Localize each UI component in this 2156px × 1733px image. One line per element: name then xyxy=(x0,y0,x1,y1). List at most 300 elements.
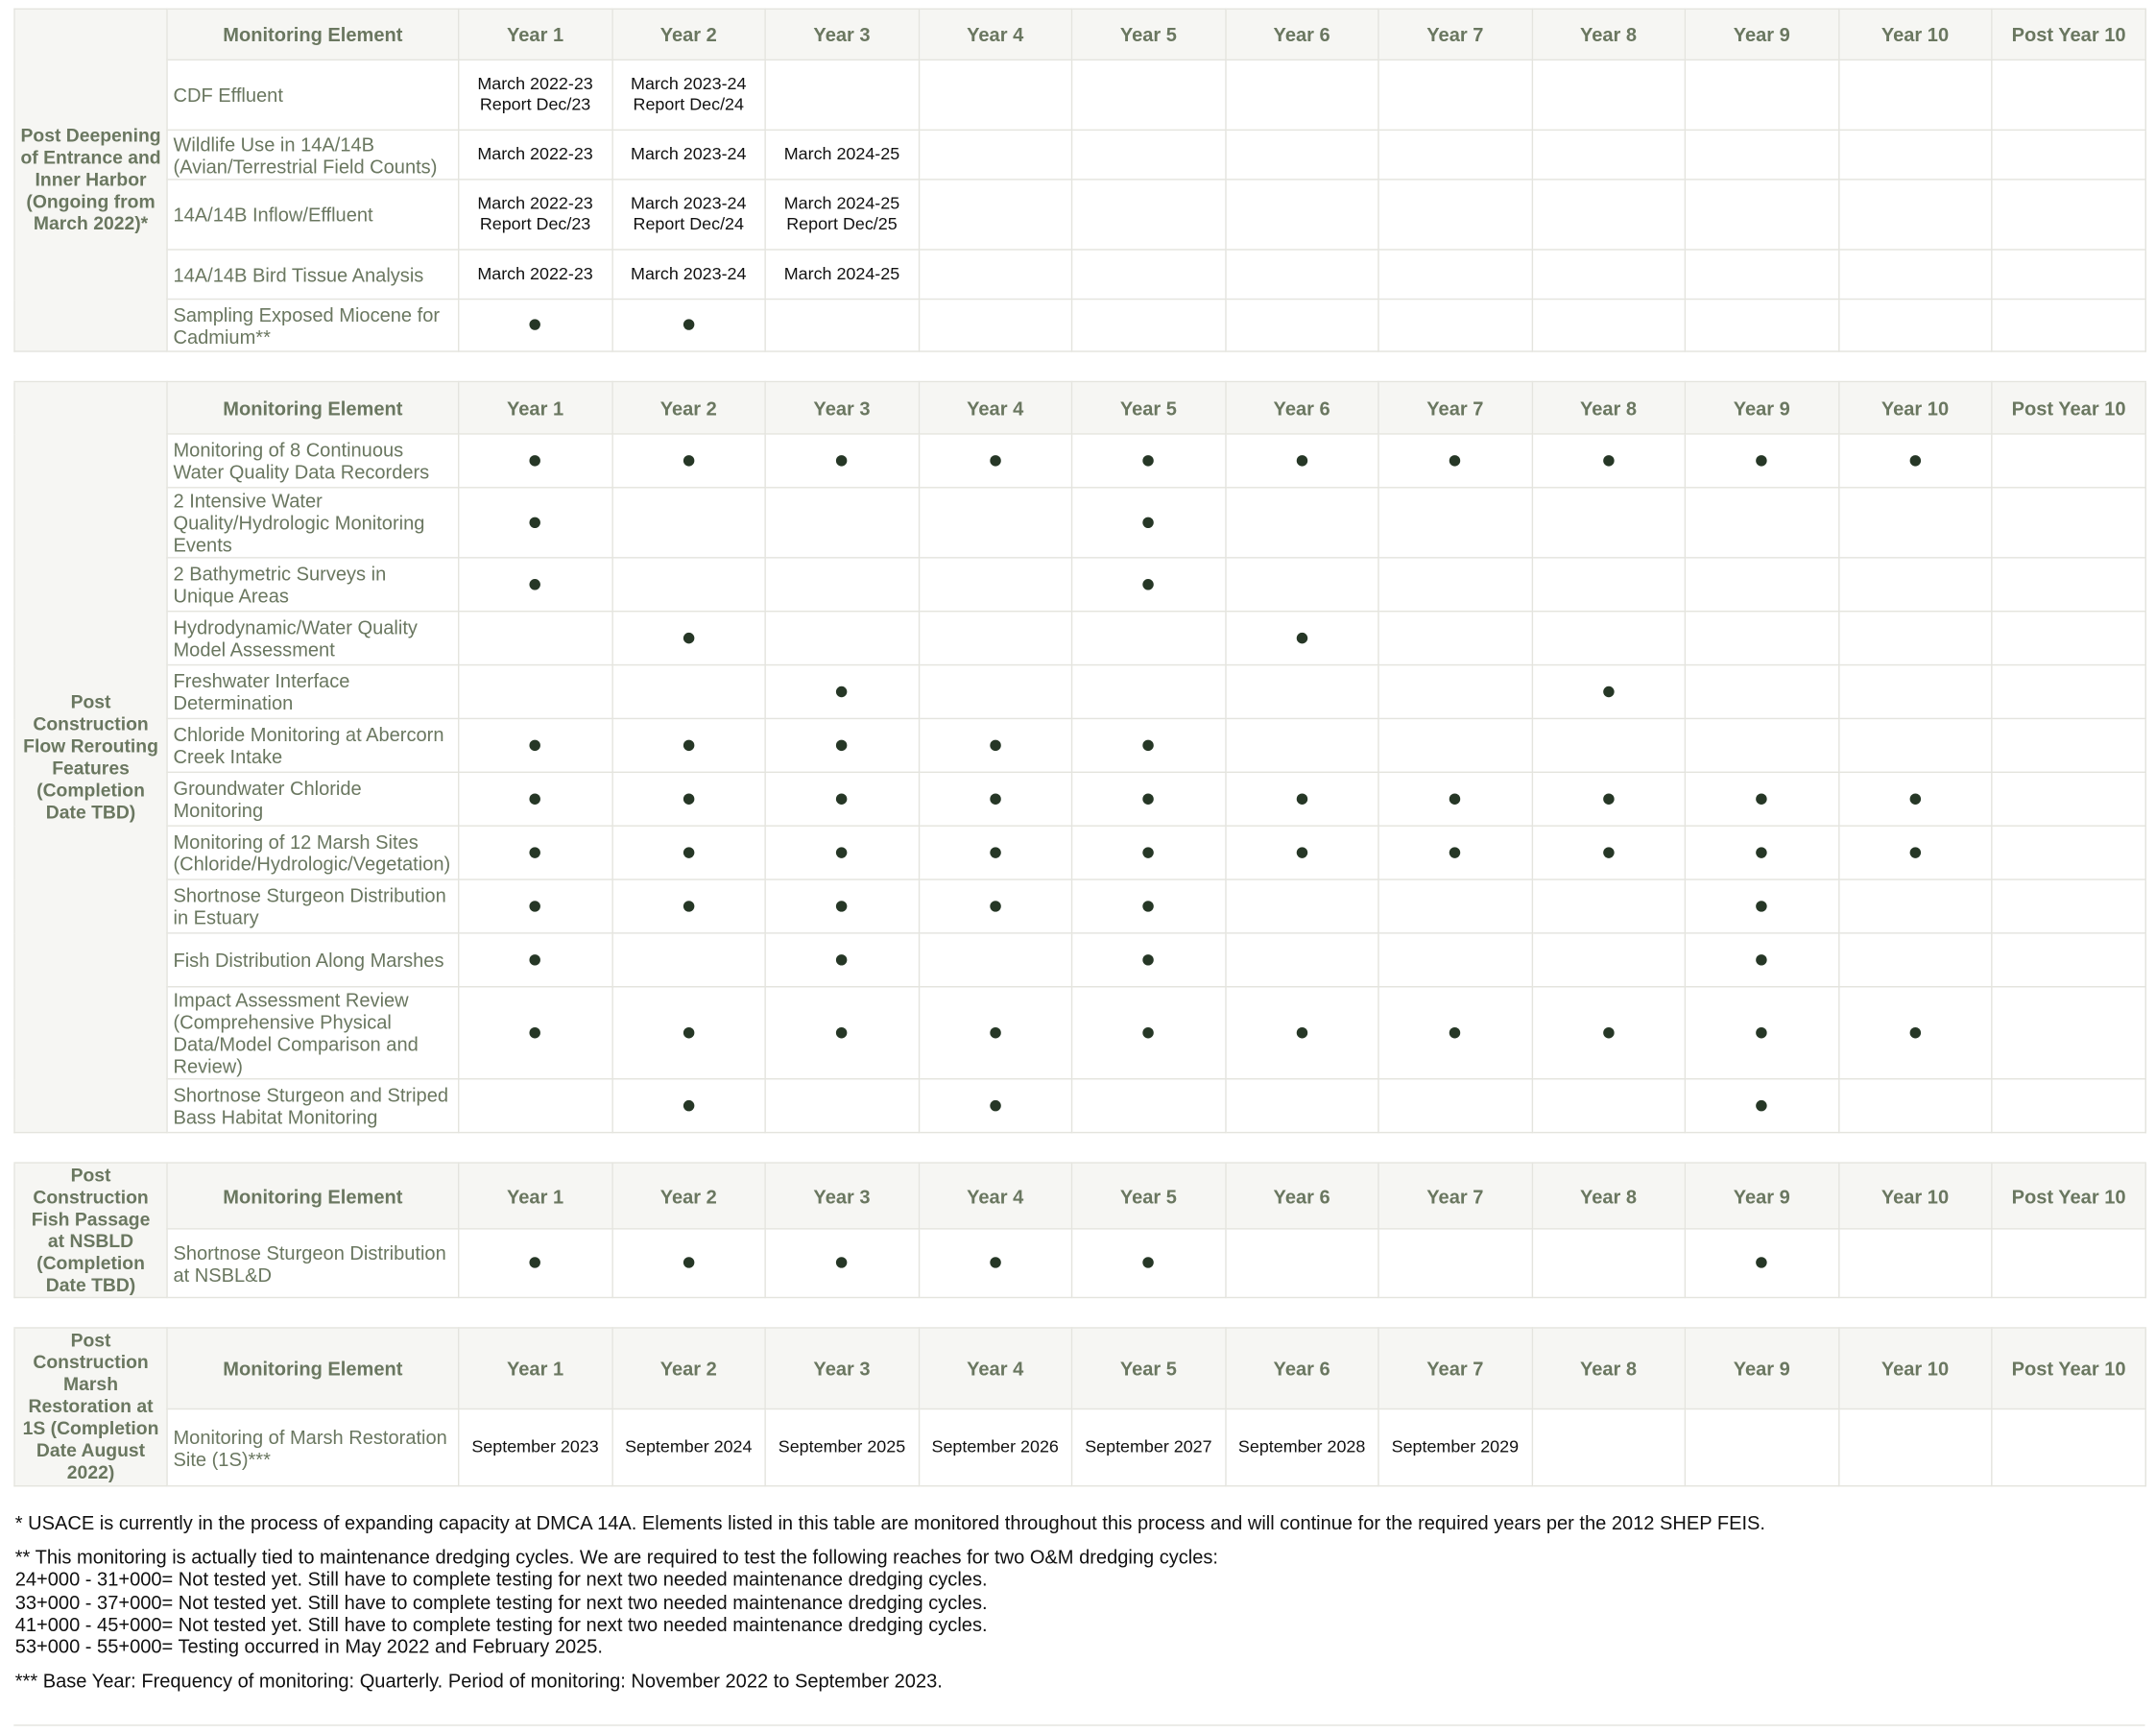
spacer-cell xyxy=(14,351,2145,382)
scheduled-dot-icon xyxy=(1143,793,1154,804)
schedule-cell xyxy=(1838,933,1992,987)
scheduled-dot-icon xyxy=(683,847,694,857)
scheduled-dot-icon xyxy=(1757,953,1767,964)
schedule-cell xyxy=(765,612,919,665)
section-spacer xyxy=(14,351,2145,382)
scheduled-dot-icon xyxy=(1143,847,1154,857)
scheduled-dot-icon xyxy=(836,847,847,857)
footnote-gap xyxy=(15,1657,2146,1670)
column-header-monitoring-element: Monitoring Element xyxy=(167,9,459,60)
column-header-year: Year 7 xyxy=(1378,1163,1532,1229)
schedule-cell xyxy=(1072,130,1226,180)
spacer-cell xyxy=(14,1133,2145,1164)
scheduled-dot-icon xyxy=(990,1257,1000,1267)
scheduled-dot-icon xyxy=(683,1026,694,1037)
schedule-cell xyxy=(765,1408,919,1485)
schedule-cell-text: March 2022-23 xyxy=(477,144,593,164)
schedule-cell-text: Report Dec/24 xyxy=(633,214,744,234)
schedule-cell xyxy=(611,250,765,300)
table-row xyxy=(14,1229,2145,1298)
schedule-cell xyxy=(459,772,612,826)
section-header-row xyxy=(14,381,2145,433)
schedule-cell xyxy=(1532,987,1686,1079)
scheduled-dot-icon xyxy=(836,953,847,964)
schedule-cell xyxy=(1378,488,1532,558)
column-header-year: Year 3 xyxy=(765,1328,919,1409)
schedule-cell xyxy=(1225,300,1378,351)
schedule-cell xyxy=(1378,612,1532,665)
schedule-cell xyxy=(765,60,919,130)
schedule-cell-text: September 2027 xyxy=(1085,1436,1212,1456)
schedule-cell xyxy=(1072,60,1226,130)
schedule-cell xyxy=(611,933,765,987)
schedule-cell xyxy=(611,558,765,612)
schedule-cell xyxy=(1992,180,2145,250)
table-row xyxy=(14,933,2145,987)
table-row xyxy=(14,612,2145,665)
schedule-cell-text: March 2023-24 xyxy=(631,144,747,164)
column-header-year: Year 4 xyxy=(919,9,1072,60)
column-header-year: Year 10 xyxy=(1838,1328,1992,1409)
section-header-row xyxy=(14,1328,2145,1409)
column-header-year: Year 5 xyxy=(1072,1328,1226,1409)
schedule-cell xyxy=(1838,180,1992,250)
column-header-year: Year 9 xyxy=(1685,1328,1838,1409)
schedule-cell xyxy=(1225,879,1378,933)
schedule-cell-text: March 2023-24 xyxy=(631,74,747,94)
monitoring-element-label: Freshwater Interface Determination xyxy=(167,665,459,719)
schedule-cell xyxy=(919,180,1072,250)
schedule-cell xyxy=(919,300,1072,351)
schedule-cell xyxy=(1685,60,1838,130)
column-header-monitoring-element: Monitoring Element xyxy=(167,1163,459,1229)
schedule-cell xyxy=(1225,130,1378,180)
schedule-cell-text: March 2022-23 xyxy=(477,74,593,94)
schedule-cell xyxy=(611,987,765,1079)
schedule-cell xyxy=(611,826,765,879)
column-header-year: Year 9 xyxy=(1685,9,1838,60)
monitoring-element-label: Shortnose Sturgeon Distribution in Estuary xyxy=(167,879,459,933)
schedule-cell xyxy=(1225,718,1378,772)
monitoring-element-label: Hydrodynamic/Water Quality Model Assessment xyxy=(167,612,459,665)
schedule-cell xyxy=(1532,718,1686,772)
schedule-cell-text: March 2024-25 xyxy=(783,193,900,214)
schedule-cell xyxy=(919,130,1072,180)
table-row xyxy=(14,250,2145,300)
scheduled-dot-icon xyxy=(1143,454,1154,465)
schedule-cell xyxy=(1838,665,1992,719)
scheduled-dot-icon xyxy=(1757,793,1767,804)
schedule-cell xyxy=(1838,879,1992,933)
schedule-cell xyxy=(459,665,612,719)
scheduled-dot-icon xyxy=(1757,901,1767,911)
schedule-cell xyxy=(765,1229,919,1298)
scheduled-dot-icon xyxy=(1603,847,1614,857)
scheduled-dot-icon xyxy=(683,319,694,329)
schedule-cell xyxy=(459,180,612,250)
schedule-cell xyxy=(459,300,612,351)
schedule-cell xyxy=(1225,60,1378,130)
scheduled-dot-icon xyxy=(1757,1099,1767,1110)
column-header-year: Year 8 xyxy=(1532,381,1686,433)
schedule-cell-text: September 2028 xyxy=(1237,1436,1366,1456)
column-header-year: Year 2 xyxy=(611,1328,765,1409)
column-header-year: Year 8 xyxy=(1532,9,1686,60)
schedule-cell xyxy=(1225,434,1378,488)
table-row xyxy=(14,300,2145,351)
table-row xyxy=(14,879,2145,933)
column-header-year: Year 4 xyxy=(919,1328,1072,1409)
scheduled-dot-icon xyxy=(1143,953,1154,964)
schedule-cell xyxy=(765,772,919,826)
schedule-cell xyxy=(1685,1079,1838,1133)
schedule-cell xyxy=(765,665,919,719)
schedule-cell xyxy=(1992,250,2145,300)
monitoring-element-label: Impact Assessment Review (Comprehensive Physical Data/Model Comparison and Review) xyxy=(167,987,459,1079)
scheduled-dot-icon xyxy=(1909,793,1920,804)
scheduled-dot-icon xyxy=(530,847,540,857)
scheduled-dot-icon xyxy=(683,1257,694,1267)
schedule-cell xyxy=(459,130,612,180)
schedule-cell-text: Report Dec/23 xyxy=(479,214,591,234)
schedule-cell xyxy=(1838,60,1992,130)
table-row xyxy=(14,60,2145,130)
spacer-cell xyxy=(14,1297,2145,1328)
schedule-cell xyxy=(1378,130,1532,180)
column-header-year: Year 1 xyxy=(459,381,612,433)
schedule-cell xyxy=(1838,1229,1992,1298)
scheduled-dot-icon xyxy=(1449,454,1460,465)
schedule-cell xyxy=(459,488,612,558)
schedule-cell xyxy=(919,1079,1072,1133)
schedule-cell xyxy=(1378,1079,1532,1133)
schedule-cell xyxy=(1838,612,1992,665)
scheduled-dot-icon xyxy=(1296,632,1306,642)
scheduled-dot-icon xyxy=(836,1257,847,1267)
table-row xyxy=(14,1079,2145,1133)
monitoring-element-label: 2 Intensive Water Quality/Hydrologic Monitoring Events xyxy=(167,488,459,558)
monitoring-element-label: 14A/14B Bird Tissue Analysis xyxy=(167,250,459,300)
schedule-cell xyxy=(919,60,1072,130)
scheduled-dot-icon xyxy=(530,739,540,750)
schedule-cell xyxy=(611,1079,765,1133)
schedule-cell xyxy=(1072,300,1226,351)
scheduled-dot-icon xyxy=(530,1257,540,1267)
schedule-cell xyxy=(611,612,765,665)
scheduled-dot-icon xyxy=(1449,1026,1460,1037)
schedule-cell xyxy=(1685,879,1838,933)
section-title: Post Construction Marsh Restoration at 1S (Completion Date August 2022) xyxy=(14,1328,167,1486)
schedule-cell xyxy=(1072,180,1226,250)
scheduled-dot-icon xyxy=(683,793,694,804)
schedule-cell xyxy=(1838,558,1992,612)
schedule-cell-text: Report Dec/24 xyxy=(633,94,744,114)
schedule-cell xyxy=(1685,300,1838,351)
schedule-cell xyxy=(919,612,1072,665)
scheduled-dot-icon xyxy=(1449,793,1460,804)
schedule-cell xyxy=(459,879,612,933)
scheduled-dot-icon xyxy=(990,739,1000,750)
schedule-cell xyxy=(1378,987,1532,1079)
column-header-year: Year 2 xyxy=(611,1163,765,1229)
schedule-cell xyxy=(1378,300,1532,351)
schedule-cell xyxy=(1072,1229,1226,1298)
scheduled-dot-icon xyxy=(990,1026,1000,1037)
schedule-cell xyxy=(611,1408,765,1485)
schedule-cell xyxy=(1992,558,2145,612)
schedule-cell xyxy=(1225,772,1378,826)
monitoring-element-label: Shortnose Sturgeon and Striped Bass Habitat Monitoring xyxy=(167,1079,459,1133)
scheduled-dot-icon xyxy=(530,901,540,911)
schedule-cell xyxy=(1225,488,1378,558)
schedule-cell xyxy=(765,434,919,488)
scheduled-dot-icon xyxy=(836,901,847,911)
schedule-cell xyxy=(1838,1408,1992,1485)
table-row xyxy=(14,488,2145,558)
schedule-cell-text: March 2024-25 xyxy=(783,264,900,284)
schedule-cell xyxy=(1532,180,1686,250)
column-header-year: Year 2 xyxy=(611,381,765,433)
schedule-cell xyxy=(1685,772,1838,826)
schedule-cell xyxy=(1225,612,1378,665)
schedule-cell xyxy=(919,488,1072,558)
schedule-cell xyxy=(765,180,919,250)
footnote-line: 53+000 - 55+000= Testing occurred in May 2022 and February 2025. xyxy=(14,1635,604,1658)
schedule-cell xyxy=(1685,434,1838,488)
schedule-cell xyxy=(1992,772,2145,826)
schedule-cell xyxy=(919,987,1072,1079)
schedule-cell xyxy=(1378,434,1532,488)
schedule-cell xyxy=(1532,488,1686,558)
schedule-cell xyxy=(1378,180,1532,250)
section-header-row xyxy=(14,9,2145,60)
schedule-cell xyxy=(611,718,765,772)
column-header-monitoring-element: Monitoring Element xyxy=(167,381,459,433)
table-row xyxy=(14,665,2145,719)
monitoring-element-label: Monitoring of Marsh Restoration Site (1S)*** xyxy=(167,1408,459,1485)
schedule-cell xyxy=(611,1229,765,1298)
monitoring-element-label: 2 Bathymetric Surveys in Unique Areas xyxy=(167,558,459,612)
scheduled-dot-icon xyxy=(1296,847,1306,857)
schedule-cell xyxy=(1072,250,1226,300)
schedule-cell xyxy=(765,558,919,612)
column-header-year: Post Year 10 xyxy=(1992,9,2145,60)
schedule-cell xyxy=(1838,826,1992,879)
schedule-cell xyxy=(1992,826,2145,879)
scheduled-dot-icon xyxy=(836,686,847,696)
monitoring-element-label: Wildlife Use in 14A/14B (Avian/Terrestrial Field Counts) xyxy=(167,130,459,180)
scheduled-dot-icon xyxy=(530,319,540,329)
schedule-cell xyxy=(1685,1408,1838,1485)
scheduled-dot-icon xyxy=(530,517,540,527)
table-row xyxy=(14,987,2145,1079)
table-row xyxy=(14,180,2145,250)
schedule-cell xyxy=(1378,1229,1532,1298)
column-header-year: Year 10 xyxy=(1838,9,1992,60)
column-header-year: Post Year 10 xyxy=(1992,1328,2145,1409)
schedule-cell-text: September 2029 xyxy=(1391,1436,1520,1456)
schedule-cell xyxy=(1532,612,1686,665)
scheduled-dot-icon xyxy=(1143,901,1154,911)
schedule-cell xyxy=(1225,987,1378,1079)
footnotes xyxy=(15,1511,2146,1692)
scheduled-dot-icon xyxy=(836,739,847,750)
schedule-cell xyxy=(459,250,612,300)
scheduled-dot-icon xyxy=(1296,454,1306,465)
scheduled-dot-icon xyxy=(1143,1257,1154,1267)
scheduled-dot-icon xyxy=(1603,793,1614,804)
schedule-cell xyxy=(1225,826,1378,879)
scheduled-dot-icon xyxy=(1296,1026,1306,1037)
scheduled-dot-icon xyxy=(836,454,847,465)
monitoring-schedule-table xyxy=(13,9,2146,1487)
schedule-cell xyxy=(1992,60,2145,130)
section-header-row xyxy=(14,1163,2145,1229)
column-header-year: Year 9 xyxy=(1685,381,1838,433)
footnote-line: 24+000 - 31+000= Not tested yet. Still have to complete testing for next two needed maintenance dredging cycles. xyxy=(14,1568,988,1591)
schedule-cell xyxy=(919,250,1072,300)
schedule-cell-text: Report Dec/23 xyxy=(479,94,591,114)
scheduled-dot-icon xyxy=(683,632,694,642)
schedule-cell xyxy=(919,665,1072,719)
schedule-cell xyxy=(1838,987,1992,1079)
column-header-year: Year 1 xyxy=(459,1328,612,1409)
schedule-cell xyxy=(1532,1408,1686,1485)
monitoring-element-label: Monitoring of 12 Marsh Sites (Chloride/Hydrologic/Vegetation) xyxy=(167,826,459,879)
scheduled-dot-icon xyxy=(990,1099,1000,1110)
schedule-cell xyxy=(1072,987,1226,1079)
scheduled-dot-icon xyxy=(1909,454,1920,465)
scheduled-dot-icon xyxy=(1757,1257,1767,1267)
column-header-year: Year 4 xyxy=(919,381,1072,433)
schedule-cell xyxy=(1378,718,1532,772)
schedule-cell xyxy=(1685,933,1838,987)
section-spacer xyxy=(14,1297,2145,1328)
scheduled-dot-icon xyxy=(530,793,540,804)
schedule-cell xyxy=(1225,1408,1378,1485)
table-row xyxy=(14,718,2145,772)
schedule-cell-text: September 2024 xyxy=(625,1436,753,1456)
footnote-gap xyxy=(15,1533,2146,1546)
schedule-cell xyxy=(1838,130,1992,180)
schedule-cell xyxy=(1378,558,1532,612)
schedule-cell xyxy=(1532,300,1686,351)
schedule-cell xyxy=(459,612,612,665)
scheduled-dot-icon xyxy=(1909,1026,1920,1037)
schedule-cell xyxy=(919,879,1072,933)
schedule-cell xyxy=(459,434,612,488)
schedule-cell xyxy=(1838,250,1992,300)
schedule-cell xyxy=(1685,826,1838,879)
footnote-line: *** Base Year: Frequency of monitoring: Quarterly. Period of monitoring: November 2022 to September 2023. xyxy=(14,1670,943,1693)
column-header-year: Year 6 xyxy=(1225,1163,1378,1229)
monitoring-element-label: Groundwater Chloride Monitoring xyxy=(167,772,459,826)
scheduled-dot-icon xyxy=(1143,1026,1154,1037)
schedule-cell xyxy=(1992,879,2145,933)
schedule-cell xyxy=(1838,434,1992,488)
schedule-cell xyxy=(1378,250,1532,300)
column-header-year: Year 1 xyxy=(459,9,612,60)
schedule-cell xyxy=(1072,665,1226,719)
schedule-cell xyxy=(765,718,919,772)
schedule-cell xyxy=(1685,718,1838,772)
scheduled-dot-icon xyxy=(530,578,540,589)
column-header-year: Year 7 xyxy=(1378,9,1532,60)
schedule-cell-text: September 2025 xyxy=(778,1436,906,1456)
schedule-cell-text: Report Dec/25 xyxy=(786,214,898,234)
schedule-cell xyxy=(1992,665,2145,719)
footnote-line: 33+000 - 37+000= Not tested yet. Still have to complete testing for next two needed maintenance dredging cycles. xyxy=(14,1590,988,1613)
scheduled-dot-icon xyxy=(1757,847,1767,857)
monitoring-element-label: Chloride Monitoring at Abercorn Creek Intake xyxy=(167,718,459,772)
schedule-cell xyxy=(1992,933,2145,987)
schedule-cell xyxy=(1378,933,1532,987)
schedule-cell xyxy=(1685,612,1838,665)
monitoring-element-label: CDF Effluent xyxy=(167,60,459,130)
schedule-cell-text: September 2026 xyxy=(931,1436,1059,1456)
schedule-cell xyxy=(1225,1079,1378,1133)
schedule-cell xyxy=(1992,1229,2145,1298)
schedule-cell xyxy=(765,933,919,987)
monitoring-element-label: Monitoring of 8 Continuous Water Quality Data Recorders xyxy=(167,434,459,488)
schedule-cell xyxy=(1992,1408,2145,1485)
scheduled-dot-icon xyxy=(683,901,694,911)
footnote-line: * USACE is currently in the process of expanding capacity at DMCA 14A. Elements listed in this table are monitored throughout this process and will continue for the required years per the 2012 SHEP FEIS. xyxy=(14,1511,1766,1534)
monitoring-element-label: Shortnose Sturgeon Distribution at NSBL&D xyxy=(167,1229,459,1298)
column-header-year: Post Year 10 xyxy=(1992,381,2145,433)
column-header-year: Year 7 xyxy=(1378,1328,1532,1409)
section-title: Post Deepening of Entrance and Inner Harbor (Ongoing from March 2022)* xyxy=(14,9,167,351)
scheduled-dot-icon xyxy=(1603,686,1614,696)
column-header-year: Year 5 xyxy=(1072,9,1226,60)
column-header-year: Year 10 xyxy=(1838,1163,1992,1229)
column-header-monitoring-element: Monitoring Element xyxy=(167,1328,459,1409)
scheduled-dot-icon xyxy=(836,793,847,804)
schedule-cell xyxy=(459,1079,612,1133)
schedule-cell xyxy=(1838,772,1992,826)
column-header-year: Year 9 xyxy=(1685,1163,1838,1229)
column-header-year: Year 5 xyxy=(1072,381,1226,433)
schedule-cell xyxy=(611,772,765,826)
schedule-cell xyxy=(1378,879,1532,933)
scheduled-dot-icon xyxy=(836,1026,847,1037)
column-header-year: Year 4 xyxy=(919,1163,1072,1229)
column-header-year: Year 7 xyxy=(1378,381,1532,433)
schedule-cell xyxy=(459,558,612,612)
schedule-cell xyxy=(1378,826,1532,879)
schedule-cell xyxy=(765,879,919,933)
schedule-cell xyxy=(611,665,765,719)
schedule-cell xyxy=(1072,434,1226,488)
schedule-cell xyxy=(1838,718,1992,772)
scheduled-dot-icon xyxy=(990,793,1000,804)
column-header-year: Year 3 xyxy=(765,381,919,433)
schedule-cell-text: September 2023 xyxy=(471,1436,599,1456)
table-row xyxy=(14,772,2145,826)
schedule-cell xyxy=(1378,772,1532,826)
schedule-cell xyxy=(1225,250,1378,300)
schedule-cell xyxy=(1532,933,1686,987)
schedule-cell xyxy=(1532,665,1686,719)
scheduled-dot-icon xyxy=(530,454,540,465)
schedule-cell-text: March 2022-23 xyxy=(477,264,593,284)
schedule-cell xyxy=(1072,772,1226,826)
column-header-year: Year 6 xyxy=(1225,381,1378,433)
schedule-cell xyxy=(765,250,919,300)
footnote-line: ** This monitoring is actually tied to maintenance dredging cycles. We are required to test the following reaches for two O&M dredging cycles: xyxy=(14,1546,1218,1569)
schedule-cell xyxy=(919,826,1072,879)
schedule-cell xyxy=(1685,665,1838,719)
